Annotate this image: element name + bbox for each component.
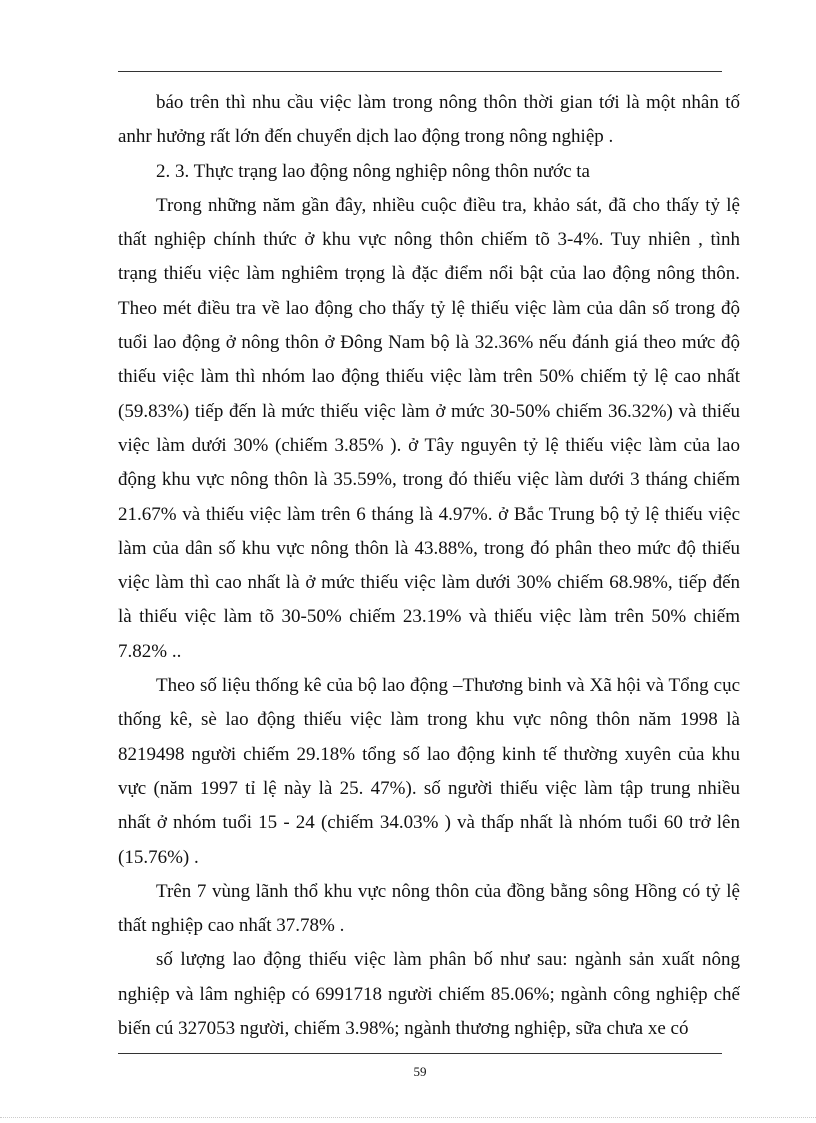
text-line: 21.67% và thiếu việc làm trên 6 tháng là 4.97%. ở Bắc Trung bộ tỷ lệ thiếu việc bbox=[118, 503, 740, 525]
header-rule bbox=[118, 71, 722, 72]
page-number: 59 bbox=[413, 1064, 427, 1079]
text-line: động khu vực nông thôn là 35.59%, trong đó thiếu việc làm dưới 3 tháng chiếm bbox=[118, 469, 740, 491]
text-line: tuổi lao động ở nông thôn ở Đông Nam bộ là 32.36% nếu đánh giá theo mức độ bbox=[118, 332, 740, 354]
text-line: nhất ở nhóm tuổi 15 - 24 (chiếm 34.03% ) và thấp nhất là nhóm tuổi 60 trở lên bbox=[118, 812, 740, 834]
text-line: thiếu việc làm thì nhóm lao động thiếu việc làm trên 50% chiếm tỷ lệ cao nhất bbox=[118, 366, 740, 388]
text-line: việc làm thì cao nhất là ở mức thiếu việc làm dưới 30% chiếm 68.98%, tiếp đến bbox=[118, 572, 740, 594]
text-line: biến cú 327053 người, chiếm 3.98%; ngành thương nghiệp, sữa chưa xe có bbox=[118, 1018, 689, 1040]
text-line: 7.82% .. bbox=[118, 640, 182, 662]
text-line: 2. 3. Thực trạng lao động nông nghiệp nông thôn nước ta bbox=[156, 160, 590, 182]
text-line: nghiệp và lâm nghiệp có 6991718 người chiếm 85.06%; ngành công nghiệp chế bbox=[118, 983, 740, 1005]
text-line: anhr hưởng rất lớn đến chuyển dịch lao động trong nông nghiệp . bbox=[118, 126, 614, 148]
text-line: (59.83%) tiếp đến là mức thiếu việc làm ở mức 30-50% chiếm 36.32%) và thiếu bbox=[118, 400, 740, 422]
text-line: làm của dân số khu vực nông thôn là 43.88%, trong đó phân theo mức độ thiếu bbox=[118, 537, 740, 559]
text-line: (15.76%) . bbox=[118, 846, 199, 868]
text-line: Trên 7 vùng lãnh thổ khu vực nông thôn của đồng bằng sông Hồng có tỷ lệ bbox=[156, 880, 740, 902]
text-line: thất nghiệp cao nhất 37.78% . bbox=[118, 915, 345, 937]
text-line: Theo số liệu thống kê của bộ lao động –Thương binh và Xã hội và Tổng cục bbox=[156, 675, 740, 697]
text-line: trạng thiếu việc làm nghiêm trọng là đặc điểm nổi bật của lao động nông thôn. bbox=[118, 263, 740, 285]
text-line: số lượng lao động thiếu việc làm phân bố như sau: ngành sản xuất nông bbox=[156, 949, 740, 971]
text-line: việc làm dưới 30% (chiếm 3.85% ). ở Tây nguyên tỷ lệ thiếu việc làm của lao bbox=[118, 434, 740, 456]
body-text bbox=[118, 86, 740, 1046]
text-line: Trong những năm gần đây, nhiều cuộc điều tra, khảo sát, đã cho thấy tỷ lệ bbox=[156, 194, 740, 216]
page-boundary bbox=[0, 1117, 816, 1118]
text-line: vực (năm 1997 tỉ lệ này là 25. 47%). số người thiếu việc làm tập trung nhiều bbox=[118, 777, 740, 799]
text-line: thất nghiệp chính thức ở khu vực nông thôn chiếm tõ 3-4%. Tuy nhiên , tình bbox=[118, 229, 740, 251]
text-line: là thiếu việc làm tõ 30-50% chiếm 23.19% và thiếu việc làm trên 50% chiếm bbox=[118, 606, 740, 628]
text-line: báo trên thì nhu cầu việc làm trong nông thôn thời gian tới là một nhân tố bbox=[156, 92, 740, 113]
footer-rule bbox=[118, 1053, 722, 1054]
text-line: Theo mét điều tra về lao động cho thấy tỷ lệ thiếu việc làm của dân số trong độ bbox=[118, 297, 740, 319]
text-line: thống kê, sè lao động thiếu việc làm trong khu vực nông thôn năm 1998 là bbox=[118, 709, 740, 731]
text-line: 8219498 người chiếm 29.18% tổng số lao động kinh tế thường xuyên của khu bbox=[118, 743, 740, 765]
